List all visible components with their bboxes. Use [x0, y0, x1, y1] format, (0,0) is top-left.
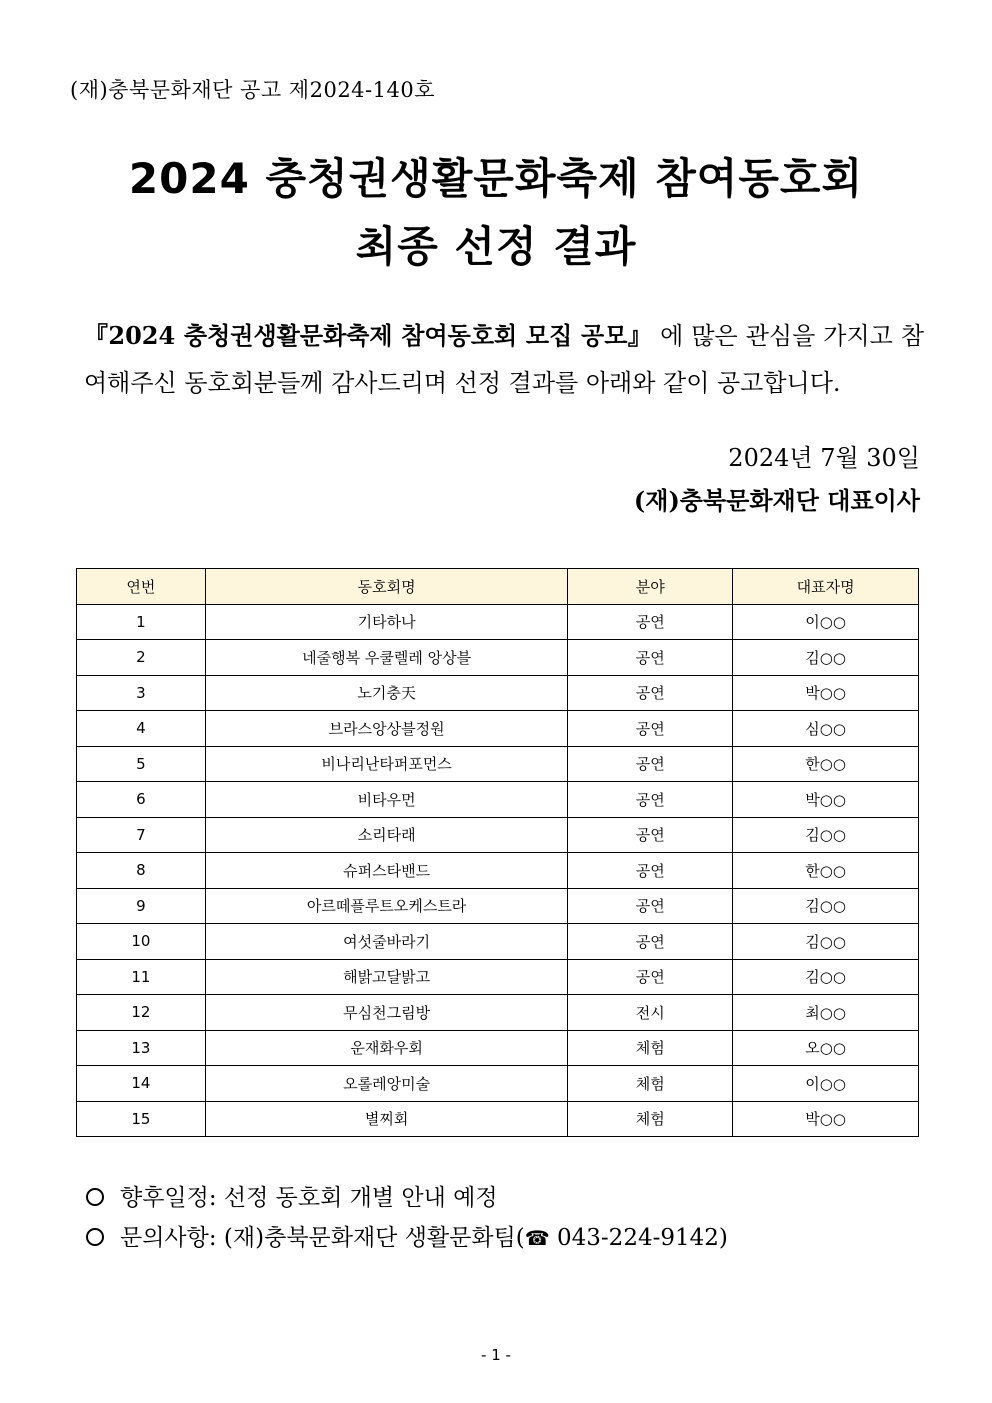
cell-number: 9 [77, 888, 206, 924]
cell-representative: 최○○ [733, 995, 919, 1031]
table-body [77, 604, 919, 1137]
table-header-row [77, 569, 919, 605]
cell-number: 12 [77, 995, 206, 1031]
cell-representative: 김○○ [733, 959, 919, 995]
circle-bullet-icon [86, 1188, 104, 1206]
cell-representative: 오○○ [733, 1030, 919, 1066]
bullet-inquiry [86, 1218, 728, 1258]
cell-number: 2 [77, 640, 206, 676]
cell-number: 13 [77, 1030, 206, 1066]
cell-club-name: 비나리난타퍼포먼스 [205, 746, 568, 782]
table-row [77, 711, 919, 747]
table-row [77, 995, 919, 1031]
cell-field: 체험 [568, 1030, 733, 1066]
schedule-text: 향후일정: 선정 동호회 개별 안내 예정 [120, 1185, 498, 1211]
cell-representative: 박○○ [733, 675, 919, 711]
cell-club-name: 무심천그림방 [205, 995, 568, 1031]
cell-number: 1 [77, 604, 206, 640]
cell-number: 6 [77, 782, 206, 818]
cell-representative: 이○○ [733, 1066, 919, 1102]
table-row [77, 640, 919, 676]
results-table [76, 568, 919, 1137]
cell-club-name: 운재화우회 [205, 1030, 568, 1066]
cell-number: 8 [77, 853, 206, 889]
page-number: - 1 - [481, 1346, 511, 1364]
table-row [77, 924, 919, 960]
cell-representative: 김○○ [733, 640, 919, 676]
cell-field: 공연 [568, 853, 733, 889]
table-row [77, 782, 919, 818]
cell-field: 공연 [568, 782, 733, 818]
bullet-schedule [86, 1178, 728, 1218]
cell-club-name: 비타우먼 [205, 782, 568, 818]
cell-representative: 이○○ [733, 604, 919, 640]
table-row [77, 746, 919, 782]
cell-representative: 김○○ [733, 817, 919, 853]
table-row [77, 1066, 919, 1102]
intro-text: 에 많은 관심을 가지고 참여해주신 동호회분들께 감사드리며 선정 결과를 아래와 같이 공고합니다. [84, 322, 925, 397]
cell-club-name: 브라스앙상블정원 [205, 711, 568, 747]
cell-number: 11 [77, 959, 206, 995]
cell-field: 공연 [568, 924, 733, 960]
table-row [77, 959, 919, 995]
cell-club-name: 여섯줄바라기 [205, 924, 568, 960]
telephone-icon: ☎ [524, 1226, 550, 1250]
cell-representative: 한○○ [733, 853, 919, 889]
table-row [77, 1101, 919, 1137]
bullet-list [86, 1178, 728, 1258]
table-row [77, 675, 919, 711]
cell-field: 체험 [568, 1066, 733, 1102]
intro-bold-title: 『2024 충청권생활문화축제 참여동호회 모집 공모』 [84, 321, 653, 350]
cell-representative: 김○○ [733, 888, 919, 924]
column-header-club-name: 동호회명 [205, 569, 568, 605]
cell-number: 4 [77, 711, 206, 747]
document-title-line2: 최종 선정 결과 [355, 222, 637, 271]
column-header-field: 분야 [568, 569, 733, 605]
cell-club-name: 네줄행복 우쿨렐레 앙상블 [205, 640, 568, 676]
intro-paragraph [84, 312, 924, 407]
table-row [77, 853, 919, 889]
cell-number: 3 [77, 675, 206, 711]
cell-representative: 박○○ [733, 1101, 919, 1137]
cell-field: 공연 [568, 604, 733, 640]
cell-club-name: 소리타래 [205, 817, 568, 853]
column-header-number: 연번 [77, 569, 206, 605]
signer: (재)충북문화재단 대표이사 [633, 486, 920, 515]
cell-club-name: 기타하나 [205, 604, 568, 640]
cell-club-name: 해밝고달밝고 [205, 959, 568, 995]
cell-field: 공연 [568, 959, 733, 995]
notice-date: 2024년 7월 30일 [728, 444, 920, 472]
document-title-line1: 2024 충청권생활문화축제 참여동호회 [128, 154, 864, 203]
cell-club-name: 아르떼플루트오케스트라 [205, 888, 568, 924]
table-row [77, 604, 919, 640]
cell-representative: 심○○ [733, 711, 919, 747]
cell-field: 공연 [568, 746, 733, 782]
inquiry-text: 문의사항: (재)충북문화재단 생활문화팀( [120, 1225, 525, 1251]
cell-representative: 한○○ [733, 746, 919, 782]
table-row [77, 1030, 919, 1066]
cell-club-name: 별찌회 [205, 1101, 568, 1137]
cell-field: 체험 [568, 1101, 733, 1137]
cell-number: 5 [77, 746, 206, 782]
table-row [77, 888, 919, 924]
cell-club-name: 노기충天 [205, 675, 568, 711]
cell-field: 공연 [568, 711, 733, 747]
circle-bullet-icon [86, 1228, 104, 1246]
inquiry-phone: 043-224-9142) [549, 1225, 728, 1251]
cell-representative: 김○○ [733, 924, 919, 960]
cell-representative: 박○○ [733, 782, 919, 818]
column-header-representative: 대표자명 [733, 569, 919, 605]
table-row [77, 817, 919, 853]
cell-number: 7 [77, 817, 206, 853]
cell-field: 공연 [568, 640, 733, 676]
cell-field: 전시 [568, 995, 733, 1031]
cell-club-name: 오롤레앙미술 [205, 1066, 568, 1102]
cell-field: 공연 [568, 675, 733, 711]
cell-field: 공연 [568, 817, 733, 853]
cell-number: 14 [77, 1066, 206, 1102]
cell-number: 15 [77, 1101, 206, 1137]
cell-club-name: 슈퍼스타밴드 [205, 853, 568, 889]
notice-number: (재)충북문화재단 공고 제2024-140호 [70, 78, 436, 102]
cell-field: 공연 [568, 888, 733, 924]
cell-number: 10 [77, 924, 206, 960]
